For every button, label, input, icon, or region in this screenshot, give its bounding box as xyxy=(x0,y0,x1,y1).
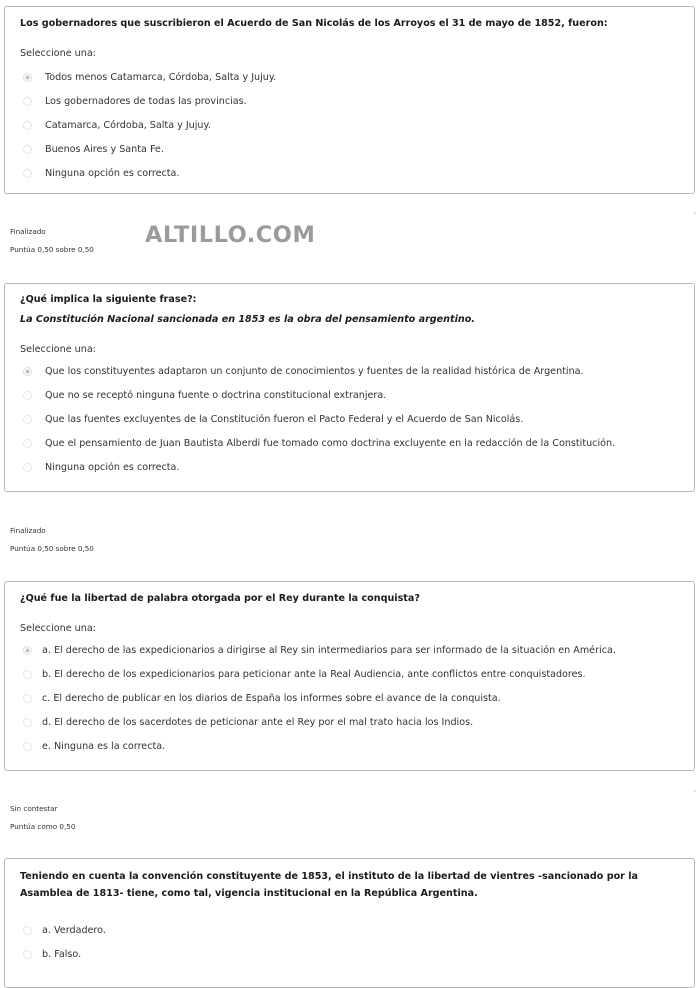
radio-icon[interactable] xyxy=(23,718,32,727)
option-label: Que los constituyentes adaptaron un conjunto de conocimientos y fuentes de la realidad histórica de Argentina. xyxy=(45,365,584,377)
watermark: ALTILLO.COM xyxy=(145,222,316,248)
option-a[interactable] xyxy=(20,638,680,662)
radio-icon[interactable] xyxy=(23,463,32,472)
option-b[interactable] xyxy=(20,662,680,686)
option-label: a. Verdadero. xyxy=(42,924,106,936)
radio-selected-icon[interactable] xyxy=(23,646,32,655)
options-list xyxy=(20,359,680,479)
question-state: Finalizado xyxy=(10,526,46,535)
question-grade: Puntúa 0,50 sobre 0,50 xyxy=(10,544,94,553)
question-text: Teniendo en cuenta la convención constituyente de 1853, el instituto de la libertad de vientres -sancionado por la Asamblea de 1813- tiene, como tal, vigencia institucional en la República Argentina. xyxy=(20,871,638,899)
select-label: Seleccione una: xyxy=(20,344,96,355)
option-b[interactable] xyxy=(20,942,680,966)
question-card-1 xyxy=(4,6,695,194)
edge-dot xyxy=(694,212,696,214)
radio-icon[interactable] xyxy=(23,926,32,935)
option-label: a. El derecho de las expedicionarios a dirigirse al Rey sin intermediarios para ser informado de la situación en América. xyxy=(42,644,616,656)
option-label: e. Ninguna es la correcta. xyxy=(42,740,166,752)
options-list xyxy=(20,918,680,966)
radio-selected-icon[interactable] xyxy=(23,73,32,82)
question-subtext: La Constitución Nacional sancionada en 1853 es la obra del pensamiento argentino. xyxy=(20,314,475,325)
question-text: ¿Qué fue la libertad de palabra otorgada por el Rey durante la conquista? xyxy=(20,593,420,604)
radio-icon[interactable] xyxy=(23,439,32,448)
question-card-3 xyxy=(4,581,695,771)
radio-icon[interactable] xyxy=(23,415,32,424)
radio-icon[interactable] xyxy=(23,391,32,400)
question-grade: Puntúa 0,50 sobre 0,50 xyxy=(10,245,94,254)
option-a[interactable] xyxy=(20,359,680,383)
option-label: Que no se receptó ninguna fuente o doctrina constitucional extranjera. xyxy=(45,389,387,401)
question-card-4 xyxy=(4,858,695,988)
question-card-2 xyxy=(4,283,695,492)
question-state: Sin contestar xyxy=(10,804,58,813)
radio-icon[interactable] xyxy=(23,121,32,130)
option-label: Ninguna opción es correcta. xyxy=(45,167,180,179)
options-list xyxy=(20,65,680,185)
radio-icon[interactable] xyxy=(23,950,32,959)
option-label: Todos menos Catamarca, Córdoba, Salta y Jujuy. xyxy=(45,71,277,83)
option-a[interactable] xyxy=(20,918,680,942)
option-c[interactable] xyxy=(20,407,680,431)
option-label: Ninguna opción es correcta. xyxy=(45,461,180,473)
radio-selected-icon[interactable] xyxy=(23,367,32,376)
radio-icon[interactable] xyxy=(23,670,32,679)
option-label: Que el pensamiento de Juan Bautista Alberdi fue tomado como doctrina excluyente en la redacción de la Constitución. xyxy=(45,437,616,449)
select-label: Seleccione una: xyxy=(20,623,96,634)
option-e[interactable] xyxy=(20,161,680,185)
option-label: Los gobernadores de todas las provincias. xyxy=(45,95,247,107)
option-e[interactable] xyxy=(20,455,680,479)
radio-icon[interactable] xyxy=(23,97,32,106)
option-c[interactable] xyxy=(20,686,680,710)
edge-dot xyxy=(694,790,696,792)
options-list xyxy=(20,638,680,758)
option-label: b. Falso. xyxy=(42,948,82,960)
option-label: c. El derecho de publicar en los diarios de España los informes sobre el avance de la conquista. xyxy=(42,692,501,704)
option-b[interactable] xyxy=(20,383,680,407)
select-label: Seleccione una: xyxy=(20,48,96,59)
radio-icon[interactable] xyxy=(23,742,32,751)
option-e[interactable] xyxy=(20,734,680,758)
question-text: Los gobernadores que suscribieron el Acuerdo de San Nicolás de los Arroyos el 31 de mayo de 1852, fueron: xyxy=(20,18,608,29)
option-b[interactable] xyxy=(20,89,680,113)
option-label: Buenos Aires y Santa Fe. xyxy=(45,143,164,155)
question-state: Finalizado xyxy=(10,227,46,236)
radio-icon[interactable] xyxy=(23,145,32,154)
option-d[interactable] xyxy=(20,710,680,734)
question-text: ¿Qué implica la siguiente frase?: xyxy=(20,294,197,305)
option-label: Que las fuentes excluyentes de la Constitución fueron el Pacto Federal y el Acuerdo de San Nicolás. xyxy=(45,413,524,425)
option-label: Catamarca, Córdoba, Salta y Jujuy. xyxy=(45,119,211,131)
option-a[interactable] xyxy=(20,65,680,89)
question-grade: Puntúa como 0,50 xyxy=(10,822,76,831)
option-label: b. El derecho de los expedicionarios para peticionar ante la Real Audiencia, ante conflictos entre conquistadores. xyxy=(42,668,586,680)
radio-icon[interactable] xyxy=(23,169,32,178)
option-d[interactable] xyxy=(20,431,680,455)
option-d[interactable] xyxy=(20,137,680,161)
option-label: d. El derecho de los sacerdotes de peticionar ante el Rey por el mal trato hacia los Indios. xyxy=(42,716,474,728)
radio-icon[interactable] xyxy=(23,694,32,703)
option-c[interactable] xyxy=(20,113,680,137)
